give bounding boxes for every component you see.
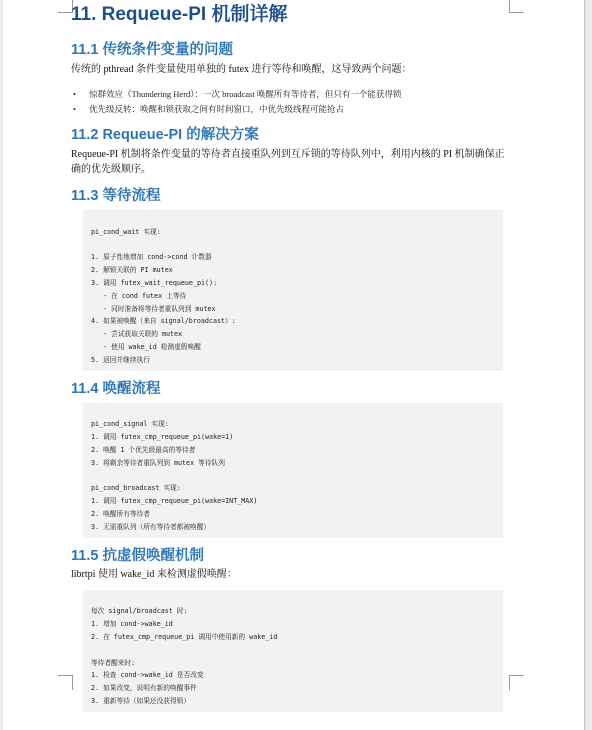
- code-line: 2. 如果改变，说明有新的唤醒事件: [91, 684, 197, 693]
- code-line: 4. 如果被唤醒（来自 signal/broadcast）:: [91, 317, 236, 326]
- code-block-wait-flow: [83, 210, 503, 371]
- code-blank-line: [91, 239, 495, 252]
- code-line: - 同时准备将等待者重队列到 mutex: [91, 304, 216, 313]
- bullet-item: • 优先级反转：唤醒和锁获取之间有时间窗口，中优先级线程可能抢占: [73, 104, 345, 114]
- code-line: - 使用 wake_id 检测虚假唤醒: [91, 342, 201, 351]
- code-line: 1. 检查 cond->wake_id 是否改变: [91, 671, 204, 680]
- document-content: [71, 2, 511, 712]
- document-page: [3, 0, 585, 730]
- section-heading-11-5: 11.5 抗虚假唤醒机制: [71, 547, 204, 564]
- code-blank-line: [91, 644, 495, 657]
- code-line: 每次 signal/broadcast 时:: [91, 607, 188, 616]
- code-line: 1. 原子性地增加 cond->cond 计数器: [91, 253, 212, 262]
- code-line: 3. 调用 futex_wait_requeue_pi():: [91, 278, 218, 287]
- chapter-title: 11. Requeue-PI 机制详解: [71, 4, 288, 25]
- code-line: 2. 在 futex_cmp_requeue_pi 调用中使用新的 wake_id: [91, 632, 278, 641]
- code-line: 2. 解锁关联的 PI mutex: [91, 266, 173, 275]
- code-line: 1. 增加 cond->wake_id: [91, 620, 173, 629]
- code-line: 3. 无需重队列（所有等待者都被唤醒）: [91, 522, 211, 531]
- code-line: pi_cond_wait 实现:: [91, 227, 161, 236]
- code-line: pi_cond_broadcast 实现:: [91, 484, 181, 493]
- section-heading-11-3: 11.3 等待流程: [71, 188, 161, 204]
- code-line: 等待者醒来时:: [91, 658, 136, 667]
- code-line: 3. 重新等待（如果还没获得锁）: [91, 696, 191, 705]
- code-line: 5. 返回并继续执行: [91, 355, 150, 364]
- section-heading-11-1: 11.1 传统条件变量的问题: [71, 42, 233, 58]
- crop-mark-top-right: [509, 0, 524, 13]
- section-11-1-bullets: [71, 87, 511, 117]
- code-blank-line: [91, 470, 495, 483]
- code-line: - 在 cond futex 上等待: [91, 291, 187, 300]
- code-line: 1. 调用 futex_cmp_requeue_pi(wake=INT_MAX): [91, 497, 258, 506]
- code-line: 2. 唤醒 1 个优先级最高的等待者: [91, 445, 196, 454]
- crop-mark-bottom-right: [509, 675, 524, 690]
- code-line: 1. 调用 futex_cmp_requeue_pi(wake=1): [91, 433, 234, 442]
- code-line: 2. 唤醒所有等待者: [91, 509, 150, 518]
- section-11-2-body: Requeue-PI 机制将条件变量的等待者直接重队列到互斥锁的等待队列中，利用内核的 PI 机制确保正确的优先级顺序。: [71, 149, 505, 175]
- bullet-text: 优先级反转：唤醒和锁获取之间有时间窗口，中优先级线程可能抢占: [89, 104, 345, 114]
- section-11-5-intro: librtpi 使用 wake_id 来检测虚假唤醒：: [71, 568, 237, 580]
- section-11-1-intro: 传统的 pthread 条件变量使用单独的 futex 进行等待和唤醒，这导致两个问题：: [71, 64, 412, 75]
- code-line: - 尝试获取关联的 mutex: [91, 330, 183, 339]
- code-line: pi_cond_signal 实现:: [91, 420, 169, 429]
- code-line: 3. 将剩余等待者重队列到 mutex 等待队列: [91, 458, 225, 467]
- section-heading-11-2: 11.2 Requeue-PI 的解决方案: [71, 127, 259, 143]
- bullet-item: • 惊群效应（Thundering Herd）：一次 broadcast 唤醒所有等待者，但只有一个能获得锁: [73, 89, 402, 99]
- code-block-wake-id: [83, 590, 503, 712]
- code-block-wake-flow: [83, 403, 503, 538]
- section-heading-11-4: 11.4 唤醒流程: [71, 380, 161, 397]
- bullet-text: 惊群效应（Thundering Herd）：一次 broadcast 唤醒所有等待者，但只有一个能获得锁: [89, 89, 402, 99]
